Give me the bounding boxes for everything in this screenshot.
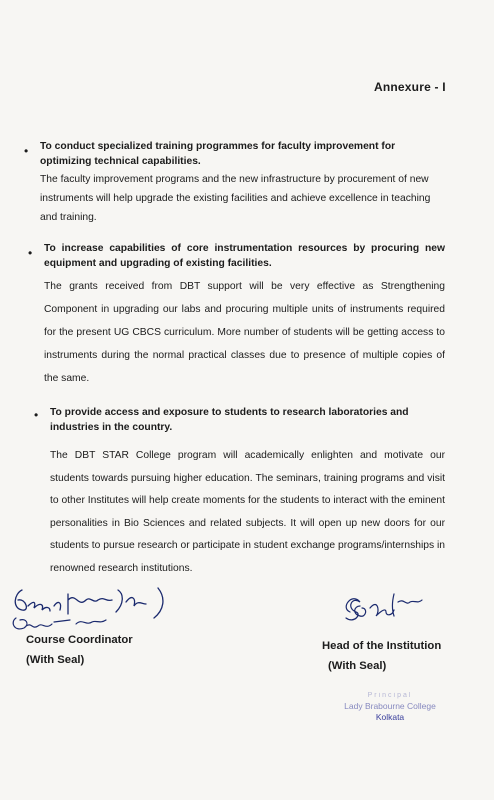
item-body: The grants received from DBT support will be very effective as Strengthening Component in upgrading our labs and procuring multiple units of instruments required for the present UG CBCS curriculum. More number of students will be getting access to instruments during the normal practical classes due to presence of multiple copies of the same. bbox=[44, 281, 445, 384]
head-seal-note: (With Seal) bbox=[328, 660, 387, 672]
bullet-icon: • bbox=[34, 408, 39, 422]
item-body: The DBT STAR College program will academically enlighten and motivate our students towards pursuing higher education. The seminars, training programs and visit to other Institutes will help create moments for the students to interact with the eminent personalities in Bio Sciences and related subjects. It will open up new doors for our students to pursue research or participate in student exchange programs/internships in renowned research institutions. bbox=[50, 450, 445, 574]
head-block bbox=[322, 636, 441, 676]
coordinator-title: Course Coordinator bbox=[26, 634, 133, 646]
item-heading: To increase capabilities of core instrumentation resources by procuring new equipment and upgrading of existing facilities. bbox=[44, 243, 445, 269]
item-heading: To provide access and exposure to students to research laboratories and industries in the country. bbox=[50, 407, 409, 433]
institution-stamp bbox=[330, 690, 450, 723]
head-title: Head of the Institution bbox=[322, 640, 442, 652]
annexure-label: Annexure - I bbox=[374, 80, 446, 94]
coordinator-seal-note: (With Seal) bbox=[26, 654, 85, 666]
list-item bbox=[24, 139, 444, 227]
list-item bbox=[28, 241, 445, 390]
list-item bbox=[34, 405, 445, 580]
bullet-icon: • bbox=[28, 246, 33, 260]
stamp-line-3: Kolkata bbox=[375, 712, 405, 722]
coordinator-signature bbox=[8, 584, 178, 636]
bullet-icon: • bbox=[24, 144, 29, 158]
stamp-line-2: Lady Brabourne College bbox=[344, 701, 436, 711]
item-body: The faculty improvement programs and the new infrastructure by procurement of new instruments will help upgrade the existing facilities and achieve excellence in teaching and training. bbox=[40, 174, 431, 223]
stamp-line-1: Principal bbox=[367, 692, 413, 699]
item-heading: To conduct specialized training programmes for faculty improvement for optimizing technical capabilities. bbox=[40, 141, 396, 167]
coordinator-block bbox=[26, 630, 133, 670]
head-signature bbox=[336, 588, 436, 624]
